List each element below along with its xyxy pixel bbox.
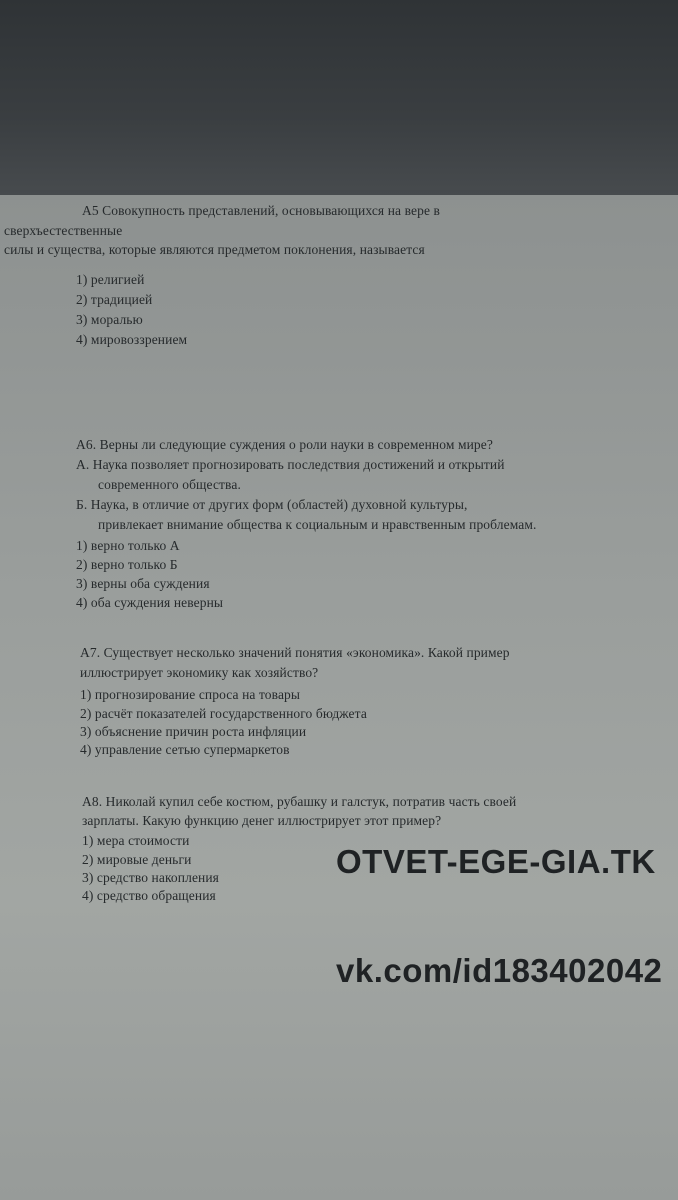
a6-option-4: 4) оба суждения неверны — [76, 595, 224, 610]
a5-option-3: 3) моралью — [76, 312, 143, 327]
a8-option-1: 1) мера стоимости — [82, 833, 190, 848]
a8-title-line2: зарплаты. Какую функцию денег иллюстрирует этот пример? — [82, 813, 442, 828]
monitor-top-dark-area — [0, 0, 678, 195]
a6-option-3: 3) верны оба суждения — [76, 576, 210, 591]
a5-title-line3: силы и существа, которые являются предметом поклонения, называется — [4, 242, 425, 257]
a5-option-4: 4) мировоззрением — [76, 332, 188, 347]
a5-option-2: 2) традицией — [76, 292, 153, 307]
a8-option-2: 2) мировые деньги — [82, 852, 192, 867]
a7-option-1: 1) прогнозирование спроса на товары — [80, 687, 301, 702]
a5-title-line2: сверхъестественные — [4, 223, 123, 238]
a6-title: А6. Верны ли следующие суждения о роли науки в современном мире? — [76, 437, 493, 452]
a7-title-line1: А7. Существует несколько значений понятия «экономика». Какой пример — [80, 645, 510, 660]
a5-title-line1: А5 Совокупность представлений, основывающихся на вере в — [82, 203, 440, 218]
a6-statement-a-line1: А. Наука позволяет прогнозировать последствия достижений и открытий — [76, 457, 505, 472]
a5-option-1: 1) религией — [76, 272, 145, 287]
watermark-site: OTVET-EGE-GIA.TK — [336, 843, 656, 880]
a6-statement-b-line1: Б. Наука, в отличие от других форм (областей) духовной культуры, — [76, 497, 468, 512]
a8-title-line1: А8. Николай купил себе костюм, рубашку и галстук, потратив часть своей — [82, 794, 517, 809]
a6-statement-a-line2: современного общества. — [98, 477, 241, 492]
a7-option-2: 2) расчёт показателей государственного бюджета — [80, 706, 367, 721]
a6-option-1: 1) верно только А — [76, 538, 180, 553]
watermark-vk: vk.com/id183402042 — [336, 952, 663, 989]
a6-statement-b-line2: привлекает внимание общества к социальным и нравственным проблемам. — [98, 517, 537, 532]
a7-title-line2: иллюстрирует экономику как хозяйство? — [80, 665, 319, 680]
a7-option-3: 3) объяснение причин роста инфляции — [80, 724, 307, 739]
a6-option-2: 2) верно только Б — [76, 557, 178, 572]
a8-option-3: 3) средство накопления — [82, 870, 219, 885]
a7-option-4: 4) управление сетью супермаркетов — [80, 742, 290, 757]
a8-option-4: 4) средство обращения — [82, 888, 216, 903]
